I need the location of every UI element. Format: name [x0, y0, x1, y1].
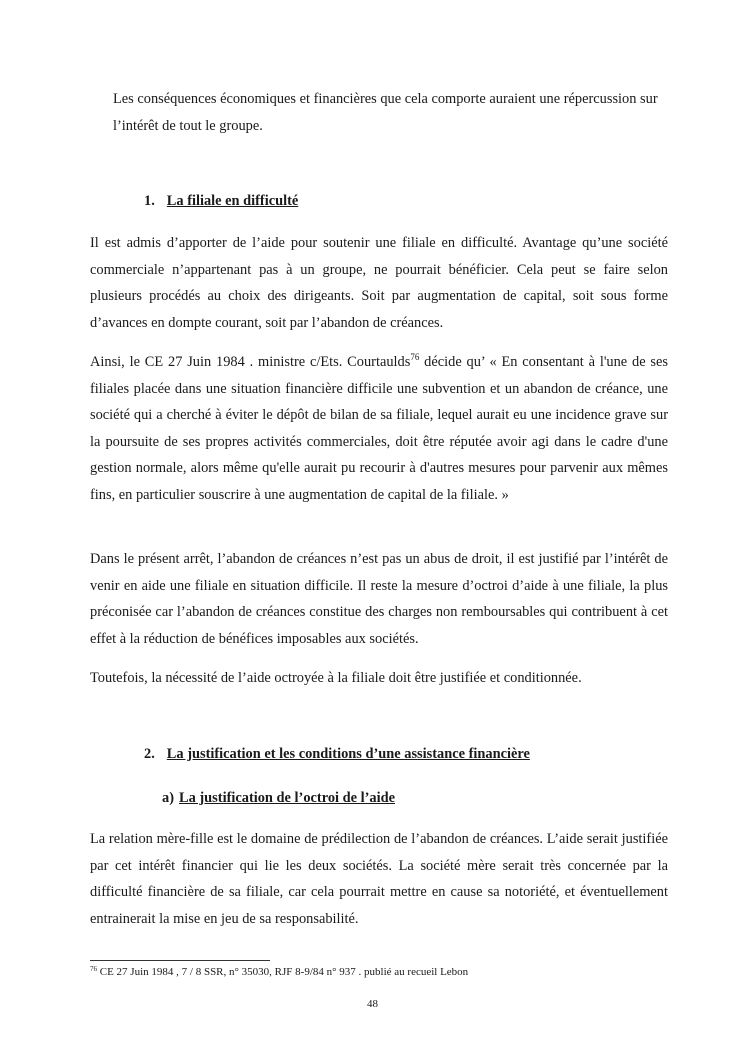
- subsection-a-heading: [162, 790, 395, 807]
- page-number: 48: [367, 998, 378, 1010]
- footnote-reference[interactable]: 76: [410, 352, 420, 362]
- section-2-title: La justification et les conditions d’une assistance financière: [166, 746, 530, 762]
- subsection-a-number: a): [162, 790, 174, 806]
- arret-quote: décide qu’ « En consentant à l'une de ses filiales placée dans une situation financière difficile une subvention et un abandon de créance, une société qui a cherché à éviter le dépôt de bilan de sa filiale, lequel aurait eu une incidence grave sur la poursuite de ses propres activités commerciales, doit être réputée avoir agi dans le cadre d'une gestion normale, alors même qu'elle aurait pu recourir à d'autres mesures pour parvenir aux mêmes fins, en particulier souscrire à une augmentation de capital de la filiale. »: [90, 354, 668, 503]
- paragraph-necessite-aide: Toutefois, la nécessité de l’aide octroyée à la filiale doit être justifiée et conditionnée.: [90, 670, 582, 686]
- section-1-heading: [144, 193, 298, 210]
- footnote-marker: 76: [90, 965, 97, 973]
- arret-text-before: Ainsi, le CE 27 Juin 1984 . ministre c/Ets. Courtaulds: [90, 354, 411, 370]
- paragraph-aide-filiale: Il est admis d’apporter de l’aide pour soutenir une filiale en difficulté. Avantage qu’une société commerciale n’appartenant pas à un groupe, ne pourrait bénéficier. Cela peut se faire selon plusieurs procédés au choix des dirigeants. Soit par augmentation de capital, soit sous forme d’avances en dompte courant, soit par l’abandon de créances.: [90, 235, 668, 331]
- section-1-number: 1.: [144, 193, 155, 209]
- footnote-text: CE 27 Juin 1984 , 7 / 8 SSR, n° 35030, RJF 8-9/84 n° 937 . publié au recueil Lebon: [97, 966, 469, 978]
- section-1-title: La filiale en difficulté: [166, 193, 299, 209]
- paragraph-analyse-arret: Dans le présent arrêt, l’abandon de créances n’est pas un abus de droit, il est justifié par l’intérêt de venir en aide une filiale en situation difficile. Il reste la mesure d’octroi d’aide à une filiale, la plus préconisée car l’abandon de créances constitue des charges non remboursables qui contribuent à cet effet à la réduction de bénéfices imposables aux sociétés.: [90, 551, 668, 647]
- intro-paragraph: Les conséquences économiques et financières que cela comporte auraient une répercussion sur l’intérêt de tout le groupe.: [113, 91, 658, 134]
- section-2-number: 2.: [144, 746, 155, 762]
- subsection-a-title: La justification de l’octroi de l’aide: [179, 790, 395, 806]
- paragraph-arret-courtaulds: [90, 349, 668, 508]
- footnote-separator: [90, 960, 270, 961]
- paragraph-relation-mere-fille: La relation mère-fille est le domaine de prédilection de l’abandon de créances. L’aide serait justifiée par cet intérêt financier qui lie les deux sociétés. La société mère serait très concernée par la difficulté financière de sa filiale, car cela pourrait mettre en cause sa notoriété, et éventuellement entrainerait la mise en jeu de sa responsabilité.: [90, 831, 668, 927]
- section-2-heading: [144, 746, 530, 763]
- footnote: [90, 965, 468, 979]
